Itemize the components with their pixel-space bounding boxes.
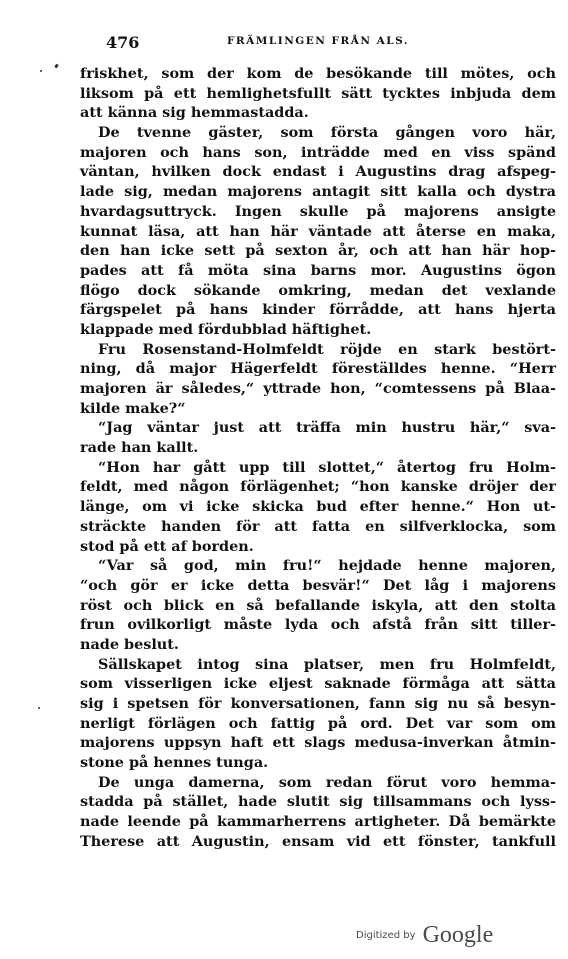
text-line: majoren och hans son, inträdde med en viss spänd <box>80 143 556 161</box>
margin-speck <box>38 707 40 709</box>
text-line: rade han kallt. <box>80 439 199 457</box>
text-line: väntan, hvilken dock endast i Augustins drag afspeg- <box>80 163 556 181</box>
digitized-watermark <box>356 922 493 952</box>
page-number: 476 <box>106 33 140 52</box>
text-line: klappade med fördubblad häftighet. <box>80 320 372 338</box>
text-line: stod på ett af borden. <box>80 537 254 555</box>
text-line: “och gör er icke detta besvär!“ Det låg i majorens <box>80 576 556 594</box>
text-line: “Jag väntar just att träffa min hustru här,“ sva- <box>98 419 556 437</box>
text-line: majoren är således,“ yttrade hon, “comtessens på Blaa- <box>80 380 556 397</box>
text-line: kunnat läsa, att han här väntade att återse en maka, <box>80 222 556 240</box>
text-line: majorens uppsyn haft ett slags medusa-inverkan åtmin- <box>80 734 556 752</box>
body-text <box>80 64 556 852</box>
text-line: feldt, med någon förlägenhet; “hon kanske dröjer der <box>80 478 556 496</box>
text-line: att känna sig hemmastadda. <box>80 104 309 122</box>
running-head <box>80 33 556 57</box>
text-line: Fru Rosenstand-Holmfeldt röjde en stark bestört- <box>98 340 556 358</box>
text-line: Therese att Augustin, ensam vid ett fönster, tankfull <box>80 832 556 850</box>
text-line: hvardagsuttryck. Ingen skulle på majorens ansigte <box>80 202 556 220</box>
margin-speck <box>40 70 42 72</box>
text-line: ning, då major Hägerfeldt föreställdes henne. “Herr <box>80 360 556 378</box>
text-line: nade leende på kammarherrens artigheter. Då bemärkte <box>80 813 556 831</box>
text-line: nade beslut. <box>80 635 179 653</box>
text-line: friskhet, som der kom de besökande till mötes, och <box>80 65 556 82</box>
text-line: länge, om vi icke skicka bud efter henne.“ Hon ut- <box>80 498 556 516</box>
margin-speck <box>54 64 59 69</box>
text-line: färgspelet på hans kinder förrådde, att hans hjerta <box>80 301 556 319</box>
text-line: röst och blick en så befallande iskyla, att den stolta <box>80 596 556 614</box>
text-line: sig i spetsen för konversationen, fann sig nu så besyn- <box>80 695 556 712</box>
text-line: stone på hennes tunga. <box>80 754 269 772</box>
text-line: flögo dock sökande omkring, medan det vexlande <box>80 281 556 299</box>
text-line: nerligt förlägen och fattig på ord. Det var som om <box>80 714 556 732</box>
google-logo: Google <box>422 922 494 948</box>
text-line: stadda på stället, hade slutit sig tillsammans och lyss- <box>80 793 556 811</box>
text-line: pades att få möta sina barns mor. Augustins ögon <box>80 261 556 279</box>
text-line: liksom på ett hemlighetsfullt sätt tycktes inbjuda dem <box>80 84 556 102</box>
text-line: den han icke sett på sexton år, och att han här hop- <box>80 242 556 260</box>
text-line: De tvenne gäster, som första gången voro här, <box>98 124 556 142</box>
text-line: “Hon har gått upp till slottet,“ återtog fru Holm- <box>98 458 556 476</box>
digitized-prefix: Digitized by <box>356 930 416 941</box>
text-line: kilde make?“ <box>80 399 186 417</box>
text-line: “Var så god, min fru!“ hejdade henne majoren, <box>98 557 556 575</box>
text-line: som visserligen icke eljest saknade förmåga att sätta <box>80 675 556 693</box>
text-line: lade sig, medan majorens antagit sitt kalla och dystra <box>80 183 556 201</box>
text-line: Sällskapet intog sina platser, men fru Holmfeldt, <box>98 655 556 673</box>
text-line: De unga damerna, som redan förut voro hemma- <box>98 773 556 791</box>
text-line: frun ovilkorligt måste lyda och afstå från sitt tiller- <box>80 616 556 634</box>
running-title: FRÄMLINGEN FRÅN ALS. <box>226 35 410 47</box>
text-line: sträckte handen för att fatta en silfverklocka, som <box>80 517 556 535</box>
